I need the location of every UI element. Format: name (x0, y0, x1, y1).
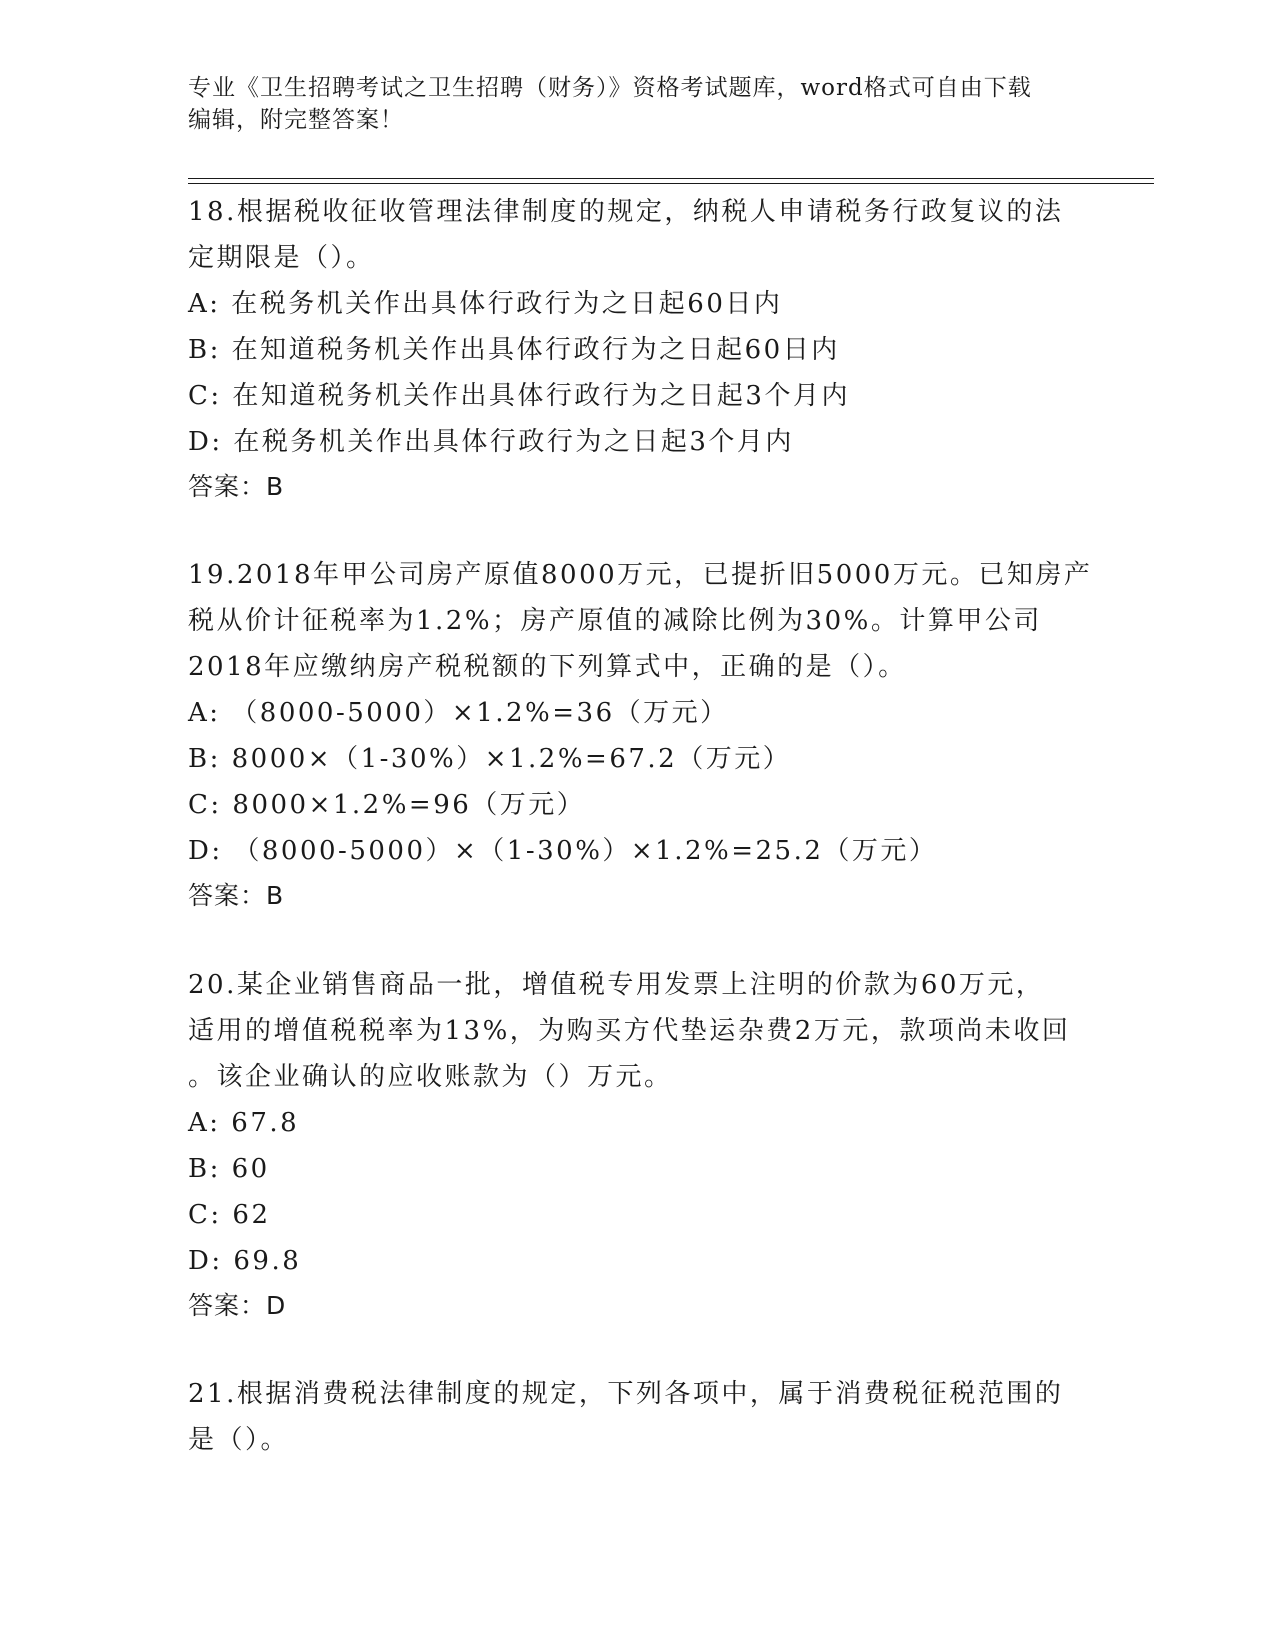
answer-line: 答案：D (188, 1291, 287, 1320)
option-d: D: （8000-5000）×（1-30%）×1.2%=25.2（万元） (188, 836, 938, 866)
option-b: B: 在知道税务机关作出具体行政行为之日起60日内 (188, 335, 840, 365)
question-stem-line: 19.2018年甲公司房产原值8000万元，已提折旧5000万元。已知房产 (188, 560, 1093, 590)
header-divider-bottom (188, 183, 1154, 184)
question-stem-line: 21.根据消费税法律制度的规定，下列各项中，属于消费税征税范围的 (188, 1379, 1064, 1409)
question-18 (188, 189, 1088, 509)
option-d: D: 在税务机关作出具体行政行为之日起3个月内 (188, 427, 794, 457)
document-header (188, 72, 1088, 136)
option-d: D: 69.8 (188, 1246, 302, 1276)
option-a: A: 在税务机关作出具体行政行为之日起60日内 (188, 289, 783, 319)
question-stem-line: 是（）。 (188, 1425, 290, 1455)
header-line-2: 编辑，附完整答案！ (188, 107, 404, 133)
header-divider-top (188, 178, 1154, 179)
question-stem-line: 2018年应缴纳房产税税额的下列算式中，正确的是（）。 (188, 652, 907, 682)
question-stem-line: 税从价计征税率为1.2%；房产原值的减除比例为30%。计算甲公司 (188, 606, 1042, 636)
header-line-1: 专业《卫生招聘考试之卫生招聘（财务）》资格考试题库，word格式可自由下载 (188, 75, 1032, 101)
question-20 (188, 962, 1088, 1328)
question-19 (188, 552, 1093, 918)
question-stem-line: 定期限是（）。 (188, 243, 375, 273)
option-b: B: 60 (188, 1154, 270, 1184)
option-a: A: 67.8 (188, 1108, 300, 1138)
option-c: C: 62 (188, 1200, 271, 1230)
option-a: A: （8000-5000）×1.2%=36（万元） (188, 698, 729, 728)
option-b: B: 8000×（1-30%）×1.2%=67.2（万元） (188, 744, 792, 774)
question-stem-line: 18.根据税收征收管理法律制度的规定，纳税人申请税务行政复议的法 (188, 197, 1064, 227)
option-c: C: 在知道税务机关作出具体行政行为之日起3个月内 (188, 381, 850, 411)
answer-line: 答案：B (188, 881, 285, 910)
question-stem-line: 。该企业确认的应收账款为（）万元。 (188, 1062, 673, 1092)
question-stem-line: 20.某企业销售商品一批，增值税专用发票上注明的价款为60万元， (188, 970, 1045, 1000)
answer-line: 答案：B (188, 472, 285, 501)
question-stem-line: 适用的增值税税率为13%，为购买方代垫运杂费2万元，款项尚未收回 (188, 1016, 1071, 1046)
option-c: C: 8000×1.2%=96（万元） (188, 790, 586, 820)
question-21 (188, 1371, 1088, 1463)
